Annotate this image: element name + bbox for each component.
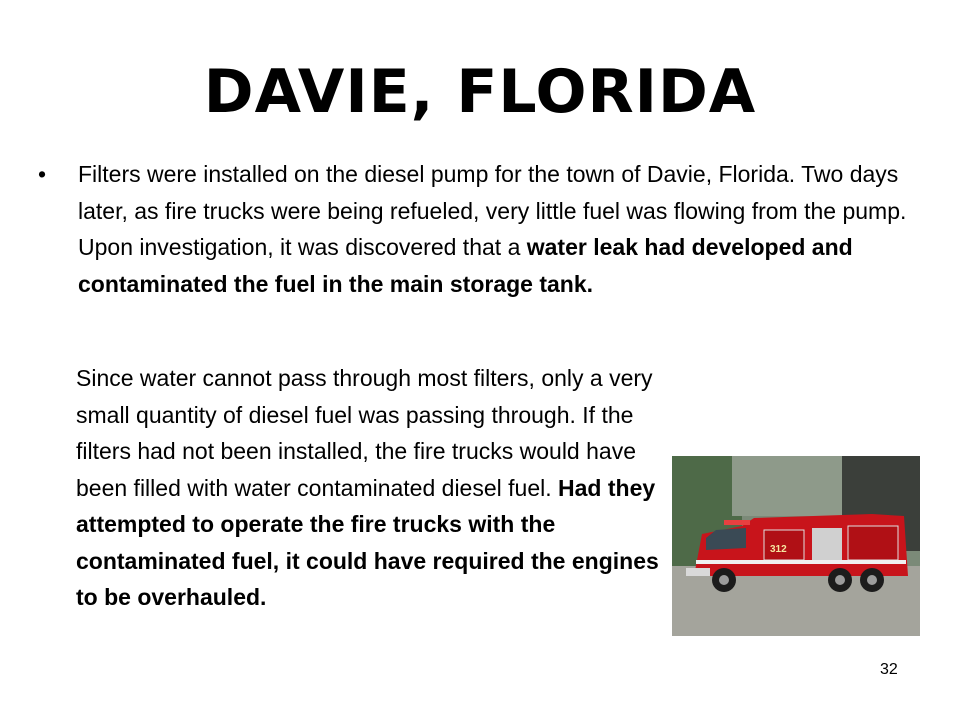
bullet-text-bold: water leak had developed and contaminated the fuel in the main storage tank. bbox=[78, 234, 853, 297]
bullet-text-plain: Filters were installed on the diesel pump for the town of Davie, Florida. Two days later, as fire trucks were being refueled, very little fuel was flowing from the pump. Upon investigation, it was discovered that a bbox=[78, 161, 907, 260]
paragraph-text-plain: Since water cannot pass through most filters, only a very small quantity of diesel fuel was passing through. If the filters had not been installed, the fire trucks would have been filled with water contaminated diesel fuel. bbox=[76, 365, 653, 501]
truck-number: 312 bbox=[770, 544, 787, 555]
fire-truck-photo bbox=[672, 456, 920, 636]
fire-truck-illustration bbox=[672, 456, 920, 636]
bullet-point bbox=[38, 156, 938, 302]
slide-title: DAVIE, FLORIDA bbox=[203, 57, 757, 127]
page-number: 32 bbox=[880, 661, 898, 678]
bullet-text bbox=[78, 156, 938, 302]
paragraph-text-bold: Had they attempted to operate the fire trucks with the contaminated fuel, it could have required the engines to be overhauled. bbox=[76, 474, 659, 610]
bullet-marker: • bbox=[38, 161, 47, 187]
explanation-paragraph bbox=[76, 360, 661, 616]
